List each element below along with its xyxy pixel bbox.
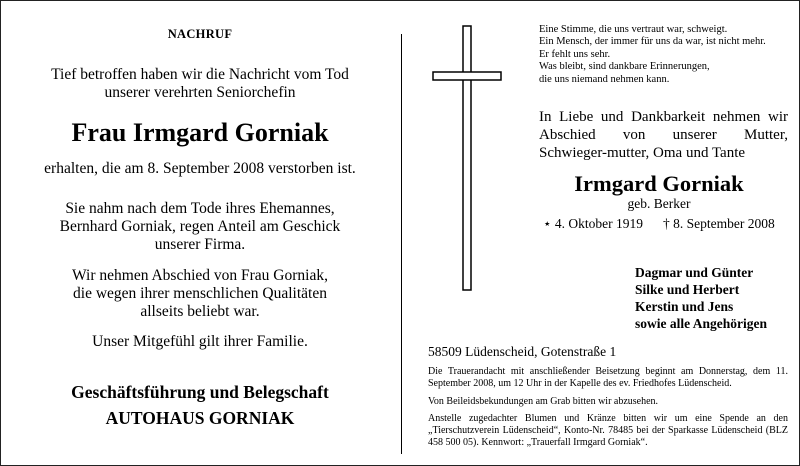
death-date: † 8. September 2008 <box>663 216 775 231</box>
memorial-poem <box>539 24 789 86</box>
signature-company: AUTOHAUS GORNIAK <box>105 408 295 428</box>
tribute-paragraph <box>0 200 400 254</box>
birth-date: ⋆ 4. Oktober 1919 <box>543 216 643 231</box>
poem-line: die uns niemand nehmen kann. <box>539 73 670 85</box>
intro-line: Tief betroffen haben wir die Nachricht vom Tod <box>51 66 349 83</box>
funeral-notes <box>428 366 788 455</box>
obituary-heading: NACHRUF <box>167 27 233 41</box>
intro-line: unserer verehrten Seniorchefin <box>104 84 296 101</box>
funeral-service-note: Die Trauerandacht mit anschließender Beisetzung beginnt am Donnerstag, dem 11. September 2008, um 12 Uhr in der Kapelle des ev. Friedhofes Lüdenscheid. <box>428 366 788 390</box>
poem-line: Was bleibt, sind dankbare Erinnerungen, <box>539 61 710 73</box>
mourners-list <box>635 264 785 332</box>
tribute-line: Sie nahm nach dem Tode ihres Ehemannes, <box>65 200 335 217</box>
cross-icon <box>432 25 502 291</box>
column-divider <box>401 34 402 454</box>
poem-line: Eine Stimme, die uns vertraut war, schweigt. <box>539 24 728 35</box>
deceased-name: Frau Irmgard Gorniak <box>71 118 329 147</box>
mourner: Silke und Herbert <box>635 282 740 297</box>
maiden-name: geb. Berker <box>627 196 691 211</box>
condolence-request-note: Von Beileidsbekundungen am Grab bitten wir abzusehen. <box>428 395 659 407</box>
donation-note: Anstelle zugedachter Blumen und Kränze bitten wir um eine Spende an den „Tierschutzverein Lüdenscheid“, Konto-Nr. 78485 bei der Sparkasse Lüdenscheid (BLZ 458 500 05). Kennwort: „Trauerfall Irmgard Gorniak“. <box>428 412 788 449</box>
farewell-line: Wir nehmen Abschied von Frau Gorniak, <box>72 267 328 284</box>
family-intro: In Liebe und Dankbarkeit nehmen wir Abschied von unserer Mutter, Schwieger-mutter, Oma und Tante <box>539 109 788 161</box>
deceased-name-family: Irmgard Gorniak <box>574 171 744 196</box>
obituary-intro <box>0 66 400 102</box>
farewell-line: allseits beliebt war. <box>140 303 260 320</box>
farewell-line: die wegen ihrer menschlichen Qualitäten <box>73 285 327 302</box>
death-notice: erhalten, die am 8. September 2008 verstorben ist. <box>44 160 356 177</box>
mourner: Dagmar und Günter <box>635 265 754 280</box>
poem-line: Er fehlt uns sehr. <box>539 48 611 60</box>
farewell-paragraph <box>0 267 400 321</box>
life-dates <box>543 216 788 232</box>
family-address: 58509 Lüdenscheid, Gotenstraße 1 <box>428 344 617 359</box>
poem-line: Ein Mensch, der immer für uns da war, ist nicht mehr. <box>539 36 766 48</box>
mourner: sowie alle Angehörigen <box>635 316 767 331</box>
condolence-line: Unser Mitgefühl gilt ihrer Familie. <box>92 333 308 350</box>
tribute-line: Bernhard Gorniak, regen Anteil am Geschick <box>59 218 341 235</box>
signature-management: Geschäftsführung und Belegschaft <box>71 382 329 402</box>
tribute-line: unserer Firma. <box>154 236 246 253</box>
mourner: Kerstin und Jens <box>635 299 734 314</box>
